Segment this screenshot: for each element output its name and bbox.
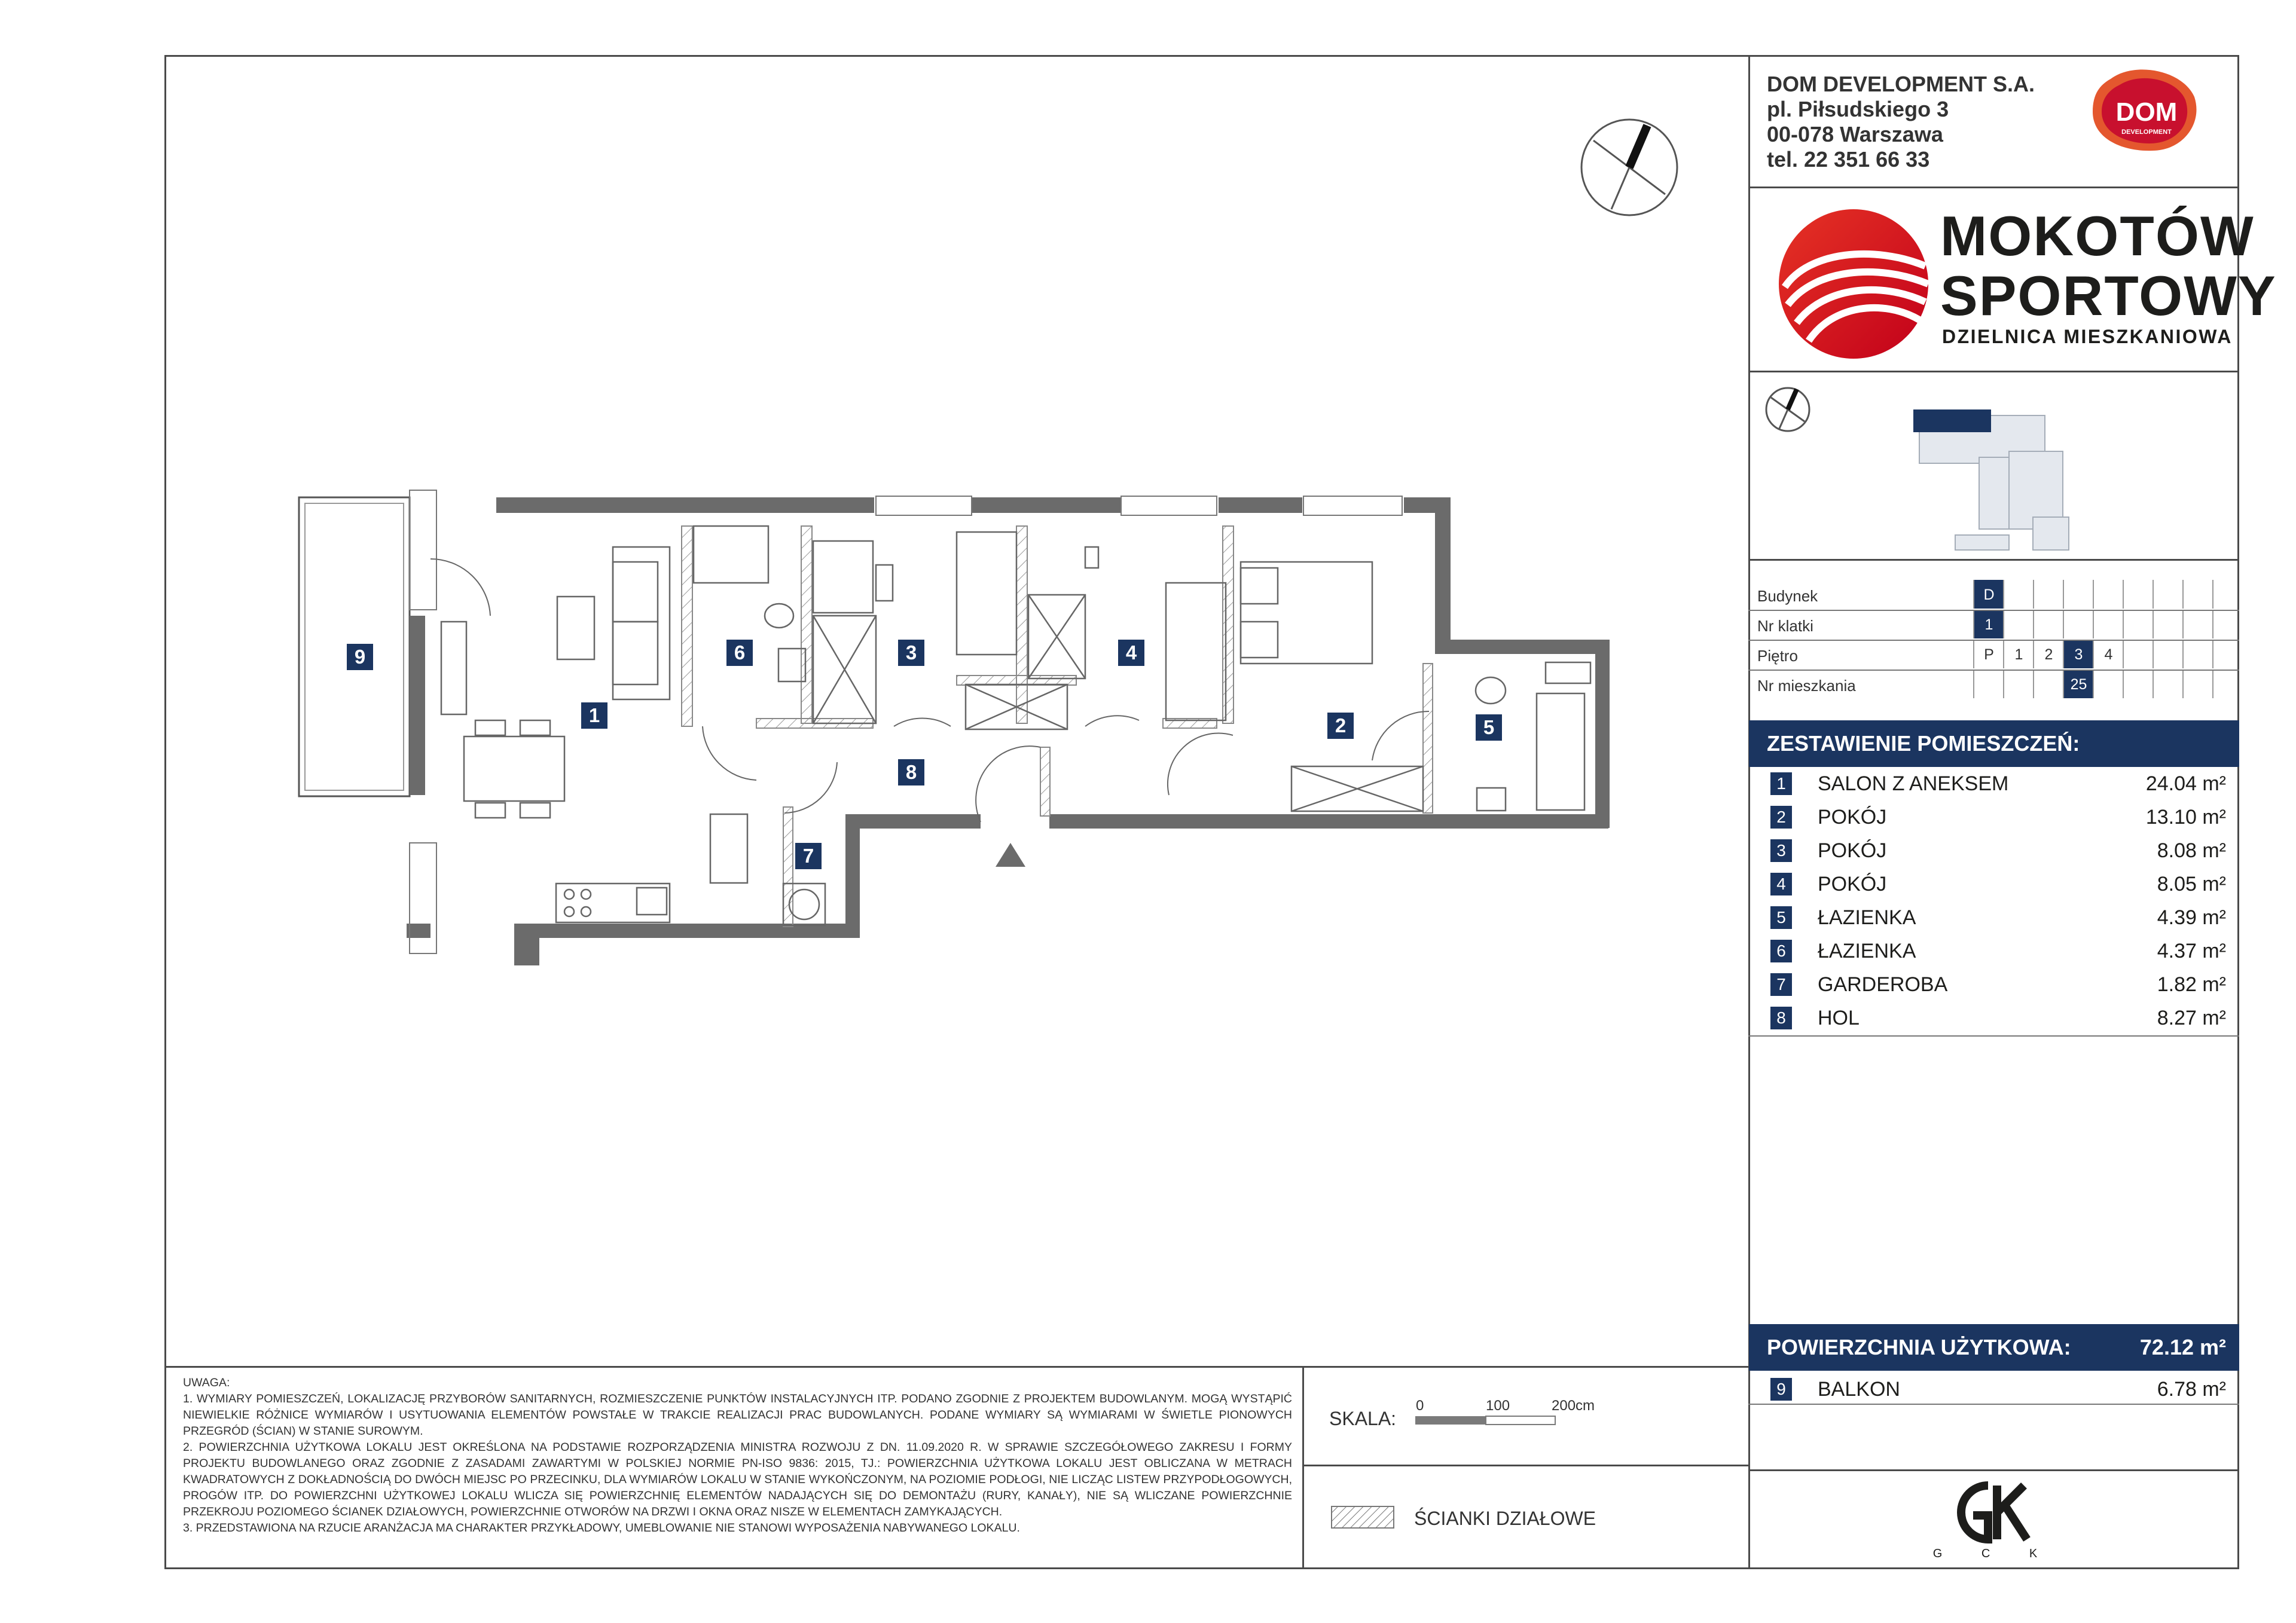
building-key-plan: [1907, 398, 2081, 550]
room-name: POKÓJ: [1818, 873, 1887, 895]
info-cell: [2182, 670, 2213, 698]
room-row: [1749, 867, 2239, 900]
project-title: [1940, 206, 2277, 326]
room-tag-8: 8: [898, 759, 924, 785]
info-cell: [2033, 670, 2063, 698]
info-cell: [2182, 580, 2213, 609]
info-cell: [2063, 610, 2093, 638]
divider-gck: [1748, 1469, 2239, 1471]
room-number: 6: [1770, 940, 1792, 962]
info-cell: [2003, 580, 2034, 609]
room-area: 13.10 m²: [2145, 806, 2226, 829]
floor-cell: 1: [2003, 640, 2034, 668]
staircase-label: Nr klatki: [1757, 617, 1813, 635]
company-address-street: pl. Piłsudskiego 3: [1767, 97, 1949, 121]
room-number: 4: [1770, 873, 1792, 895]
room-tag-4: 4: [1118, 640, 1144, 666]
project-title-line2: SPORTOWY: [1940, 264, 2277, 327]
company-name: DOM DEVELOPMENT S.A.: [1767, 72, 2035, 96]
info-cell: [2093, 610, 2123, 638]
info-cell: [1973, 670, 2004, 698]
info-rule: [1748, 640, 2239, 641]
info-rule: [1748, 670, 2239, 671]
divider-scale: [1302, 1366, 1304, 1569]
svg-text:DOM: DOM: [2115, 97, 2178, 127]
svg-text:DEVELOPMENT: DEVELOPMENT: [2121, 129, 2172, 136]
divider-legend: [1302, 1465, 1749, 1466]
room-number: 1: [1770, 772, 1792, 795]
info-cell: [2152, 670, 2183, 698]
info-cell: [2212, 610, 2243, 638]
partition-wall-legend-icon: [1330, 1505, 1396, 1530]
room-row: [1749, 967, 2239, 1001]
room-tag-3: 3: [898, 640, 924, 666]
info-cell: [2182, 640, 2213, 668]
scale-tick-200: 200cm: [1552, 1398, 1595, 1414]
info-cell: [2063, 580, 2093, 609]
room-number: 7: [1770, 973, 1792, 996]
room-tag-6: 6: [726, 640, 753, 666]
legend-label: ŚCIANKI DZIAŁOWE: [1414, 1508, 1596, 1529]
info-cell: [2123, 610, 2153, 638]
note-item: 3. PRZEDSTAWIONA NA RZUCIE ARANŻACJA MA CHARAKTER PRZYKŁADOWY, UMEBLOWANIE NIE STANOWI WYPOSAŻENIA NABYWANEGO LOKALU.: [183, 1521, 1020, 1535]
info-cell: [2152, 610, 2183, 638]
room-tag-5: 5: [1476, 714, 1502, 741]
info-cell: [2033, 610, 2063, 638]
entrance-marker: [996, 843, 1025, 867]
balcony-rule: [1748, 1404, 2239, 1405]
room-row: [1749, 833, 2239, 867]
room-number: 2: [1770, 806, 1792, 829]
staircase-value: 1: [1973, 610, 2004, 638]
divider-keyplan: [1748, 559, 2239, 561]
note-item: 1. WYMIARY POMIESZCZEŃ, LOKALIZACJĘ PRZYBORÓW SANITARNYCH, ROZMIESZCZENIE PUNKTÓW INSTALACYJNYCH ITP. PODANO ZGODNIE Z PROJEKTEM BUDOWLANYM. MOGĄ WYSTĄPIĆ NIEWIELKIE RÓŻNICE WYMIARÓW I USYTUOWANIA ELEMENTÓW POWSTAŁE W TRAKCIE REALIZACJI PRAC BUDOWLANYCH. PODANE WYMIARY SĄ WYMIARAMI W ŚWIETLE PIONOWYCH PRZEGRÓD (ŚCIAN) W STANIE SUROWYM.: [183, 1392, 1292, 1438]
rooms-rule: [1748, 1035, 2239, 1037]
room-tag-1: 1: [581, 702, 607, 729]
balcony-name: BALKON: [1818, 1378, 1900, 1401]
room-tag-balcony: 9: [347, 644, 373, 670]
company-info: [1767, 72, 2035, 172]
mokotow-sportowy-logo: [1773, 203, 1934, 365]
info-cell: [2003, 670, 2034, 698]
balcony-row: [1749, 1372, 2239, 1405]
balcony-area: 6.78 m²: [2157, 1378, 2226, 1401]
notes-block: [183, 1375, 1292, 1536]
floor-cell: P: [1973, 640, 2004, 668]
floor-cell: 2: [2033, 640, 2063, 668]
total-area-label: POWIERZCHNIA UŻYTKOWA:: [1767, 1335, 2071, 1359]
info-cell: [2212, 580, 2243, 609]
scale-label: SKALA:: [1329, 1408, 1397, 1429]
keyplan-north-icon: [1764, 386, 1812, 433]
info-row-apartment: [1749, 670, 2239, 699]
floor-cell: 4: [2093, 640, 2123, 668]
gck-logo: [1932, 1477, 2056, 1560]
apartment-value: 25: [2063, 670, 2093, 698]
company-address-city: 00-078 Warszawa: [1767, 122, 1943, 146]
room-row: [1749, 934, 2239, 967]
floor-label: Piętro: [1757, 647, 1798, 665]
room-area: 8.05 m²: [2157, 873, 2226, 895]
info-cell: [2212, 640, 2243, 668]
info-row-floor: [1749, 640, 2239, 670]
room-tag-2: 2: [1327, 713, 1354, 739]
room-row: [1749, 800, 2239, 833]
room-name: POKÓJ: [1818, 806, 1887, 829]
project-title-line1: MOKOTÓW: [1940, 204, 2255, 267]
room-number: 8: [1770, 1007, 1792, 1029]
room-name: HOL: [1818, 1007, 1860, 1029]
info-cell: [2152, 580, 2183, 609]
room-row: [1749, 900, 2239, 934]
divider-company: [1748, 187, 2239, 188]
scale-tick-0: 0: [1416, 1398, 1424, 1414]
room-name: ŁAZIENKA: [1818, 940, 1916, 962]
apartment-label: Nr mieszkania: [1757, 677, 1856, 695]
info-cell: [2182, 610, 2213, 638]
room-row: [1749, 1001, 2239, 1034]
rooms-header: [1749, 720, 2239, 767]
room-area: 4.39 m²: [2157, 906, 2226, 929]
room-name: POKÓJ: [1818, 839, 1887, 862]
scale-tick-100: 100: [1486, 1398, 1510, 1414]
room-name: ŁAZIENKA: [1818, 906, 1916, 929]
notes-title: UWAGA:: [183, 1376, 230, 1389]
info-row-building: [1749, 580, 2239, 610]
room-area: 4.37 m²: [2157, 940, 2226, 962]
rooms-header-text: ZESTAWIENIE POMIESZCZEŃ:: [1767, 731, 2080, 756]
note-item: 2. POWIERZCHNIA UŻYTKOWA LOKALU JEST OKREŚLONA NA PODSTAWIE ROZPORZĄDZENIA MINISTRA ROZWOJU Z DN. 11.09.2020 R. W SPRAWIE SZCZEGÓŁOWEGO ZAKRESU I FORMY PROJEKTU BUDOWLANEGO ORAZ ZGODNIE Z ZASADAMI ZAWARTYMI W POLSKIEJ NORMIE PN-ISO 9836: 2015, TJ.: POWIERZCHNIA UŻYTKOWA LOKALU JEST OBLICZANA W METRACH KWADRATOWYCH Z DOKŁADNOŚCIĄ DO DWÓCH MIEJSC PO PRZECINKU, DLA WYMIARÓW LOKALU W STANIE WYKOŃCZONYM, NA POZIOMIE PODŁOGI, NIE LICZĄC LISTEW PRZYPODŁOGOWYCH, PROGÓW ITP. DO POWIERZCHNI UŻYTKOWEJ LOKALU WLICZA SIĘ POWIERZCHNIĘ ELEMENTÓW NADAJĄCYCH SIĘ DO DEMONTAŻU (RURY, KANAŁY), NIE SĄ WLICZANE POWIERZCHNIE PRZEKROJU POZIOMEGO ŚCIANEK DZIAŁOWYCH, POWIERZCHNIE OTWORÓW NA DRZWI I OKNA ORAZ NISZE W ELEMENTACH ZAMYKAJĄCYCH.: [183, 1441, 1292, 1518]
info-cell: [2212, 670, 2243, 698]
project-tagline: DZIELNICA MIESZKANIOWA: [1942, 326, 2233, 347]
room-name: GARDEROBA: [1818, 973, 1948, 996]
balcony-number: 9: [1770, 1378, 1792, 1401]
room-number: 3: [1770, 839, 1792, 862]
room-row: [1749, 766, 2239, 800]
info-cell: [2152, 640, 2183, 668]
north-arrow-icon: [1578, 117, 1680, 218]
info-cell: [2093, 580, 2123, 609]
room-area: 8.27 m²: [2157, 1007, 2226, 1029]
room-area: 1.82 m²: [2157, 973, 2226, 996]
company-phone: tel. 22 351 66 33: [1767, 147, 1930, 172]
divider-notes: [164, 1366, 1749, 1368]
building-value: D: [1973, 580, 2004, 609]
room-tag-7: 7: [795, 843, 822, 869]
floor-cell-selected: 3: [2063, 640, 2093, 668]
dom-development-logo: [2087, 67, 2206, 157]
info-rule: [1748, 610, 2239, 611]
room-name: SALON Z ANEKSEM: [1818, 772, 2009, 795]
info-row-staircase: [1749, 610, 2239, 640]
scale-bar: [1414, 1414, 1558, 1427]
room-area: 8.08 m²: [2157, 839, 2226, 862]
building-label: Budynek: [1757, 587, 1818, 605]
floor-plan: [287, 478, 1626, 974]
total-area-value: 72.12 m²: [2139, 1335, 2226, 1359]
info-cell: [2003, 610, 2034, 638]
info-cell: [2123, 670, 2153, 698]
gck-letters: G C K: [1932, 1547, 2056, 1560]
divider-project: [1748, 371, 2239, 372]
total-area-bar: [1749, 1324, 2239, 1371]
info-cell: [2123, 580, 2153, 609]
room-number: 5: [1770, 906, 1792, 929]
info-cell: [2093, 670, 2123, 698]
info-cell: [2123, 640, 2153, 668]
info-cell: [2033, 580, 2063, 609]
room-area: 24.04 m²: [2145, 772, 2226, 795]
